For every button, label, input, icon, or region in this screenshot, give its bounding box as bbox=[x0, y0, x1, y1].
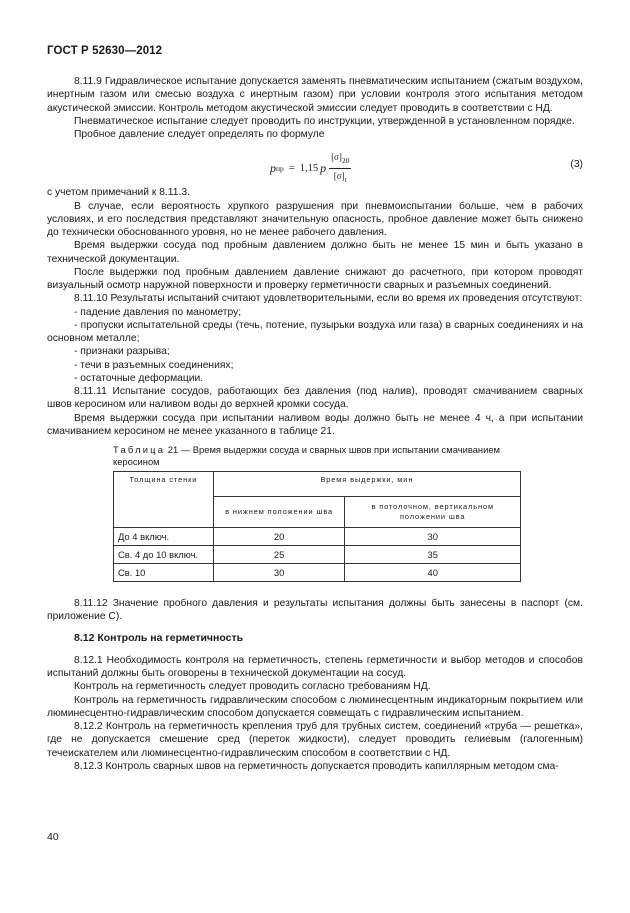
table-row: До 4 включ. 20 30 bbox=[114, 528, 521, 546]
kerosene-time-table bbox=[113, 471, 521, 582]
table-caption: Таблица 21 — Время выдержки сосуда и сварных швов при испытании смачиванием керосином bbox=[113, 444, 500, 467]
table-header-time: Время выдержки, мин bbox=[213, 472, 520, 497]
paragraph-nd: Контроль на герметичность следует проводить согласно требованиям НД. bbox=[74, 681, 431, 693]
paragraph-8-11-9: 8.11.9 Гидравлическое испытание допускается заменять пневматическим испытанием (сжатым воздухом, инертным газом или смесью воздуха с инертным газом) при условии контроля этого испытания методом акустической эмиссии. Контроль методом акустической эмиссии следует проводить в соответствии с НД. bbox=[47, 76, 583, 114]
paragraphs-group-b bbox=[47, 186, 583, 438]
table-header-lower: в нижнем положении шва bbox=[213, 497, 345, 528]
paragraph: После выдержки под пробным давлением давление снижают до расчетного, при котором проводят визуальный осмотр наружной поверхности и проверку герметичности сварных и разъемных соединений. bbox=[47, 266, 583, 291]
paragraph-8-12-3: 8.12.3 Контроль сварных швов на герметичность допускается проводить капиллярным методом сма- bbox=[74, 760, 559, 772]
paragraph-8-12-2: 8.12.2 Контроль на герметичность крепления труб для трубных систем, соединений «труба — решетка», где не допускается смешение сред (переток жидкости), следует проводить гелиевым (галогенным) течеискателем или люминесцентно-гидравлическим способом в соответствии с НД. bbox=[47, 721, 583, 759]
table-header-upper: в потолочном, вертикальном положении шва bbox=[345, 497, 521, 528]
paragraph: Время выдержки сосуда под пробным давлением должно быть не менее 15 мин и быть указано в технической документации. bbox=[47, 240, 583, 265]
paragraph-8-12-1: 8.12.1 Необходимость контроля на герметичность, степень герметичности и выбор методов и способов испытаний должны быть оговорены в технической документации на сосуд. bbox=[47, 654, 583, 679]
paragraph-pneumatic: Пневматическое испытание следует проводить по инструкции, утвержденной в установленном порядке. bbox=[74, 115, 575, 127]
paragraph: - течи в разъемных соединениях; bbox=[74, 359, 234, 371]
paragraph-8-11-12: 8.11.12 Значение пробного давления и результаты испытания должны быть занесены в паспорт (см. приложение С). bbox=[47, 598, 583, 623]
paragraph: Время выдержки сосуда при испытании наливом воды должно быть не менее 4 ч, а при испытании смачиванием керосином не менее указанного в таблице 21. bbox=[47, 412, 583, 437]
document-header: ГОСТ Р 52630—2012 bbox=[47, 45, 163, 57]
table-row: Св. 10 30 40 bbox=[114, 564, 521, 582]
paragraph: - пропуски испытательной среды (течь, потение, пузырьки воздуха или газа) в сварных соединениях и на основном металле; bbox=[47, 319, 583, 344]
paragraph: - признаки разрыва; bbox=[74, 346, 170, 358]
paragraph: В случае, если вероятность хрупкого разрушения при пневмоиспытании больше, чем в рабочих условиях, и его последствия представляют значительную опасность, пробное давление может быть снижено до технически обоснованного уровня, но не менее рабочего давления. bbox=[47, 200, 583, 238]
section-title-8-12: 8.12 Контроль на герметичность bbox=[74, 631, 244, 644]
formula-3 bbox=[47, 144, 583, 184]
paragraph-formula-intro: Пробное давление следует определять по формуле bbox=[74, 129, 325, 140]
table-header-thickness: Толщина стенки bbox=[114, 472, 214, 528]
paragraph: - падение давления по манометру; bbox=[74, 306, 242, 318]
paragraph: 8.11.11 Испытание сосудов, работающих без давления (под налив), проводят смачиванием сварных швов керосином или наливом воды до верхней кромки сосуда. bbox=[47, 386, 583, 411]
paragraph: с учетом примечаний к 8.11.3. bbox=[47, 187, 190, 199]
formula-expression: p пр = 1,15 p $\frac{[\sigma]_{20}}{[\sigma]_t}$ bbox=[270, 151, 351, 186]
page-number: 40 bbox=[47, 831, 59, 843]
paragraph: 8.11.10 Результаты испытаний считают удовлетворительными, если во время их проведения отсутствуют: bbox=[74, 293, 583, 305]
formula-fraction: $\frac{[\sigma]_{20}}{[\sigma]_t}$ bbox=[331, 152, 350, 185]
formula-number: (3) bbox=[570, 159, 583, 171]
table-row: Св. 4 до 10 включ. 25 35 bbox=[114, 546, 521, 564]
document-body bbox=[47, 75, 583, 773]
paragraph: - остаточные деформации. bbox=[74, 372, 204, 384]
paragraph-hydraulic: Контроль на герметичность гидравлическим способом с люминесцентным индикаторным покрытием или люминесцентно-гидравлическим способом допускается совмещать с гидравлическим испытанием. bbox=[47, 694, 583, 719]
